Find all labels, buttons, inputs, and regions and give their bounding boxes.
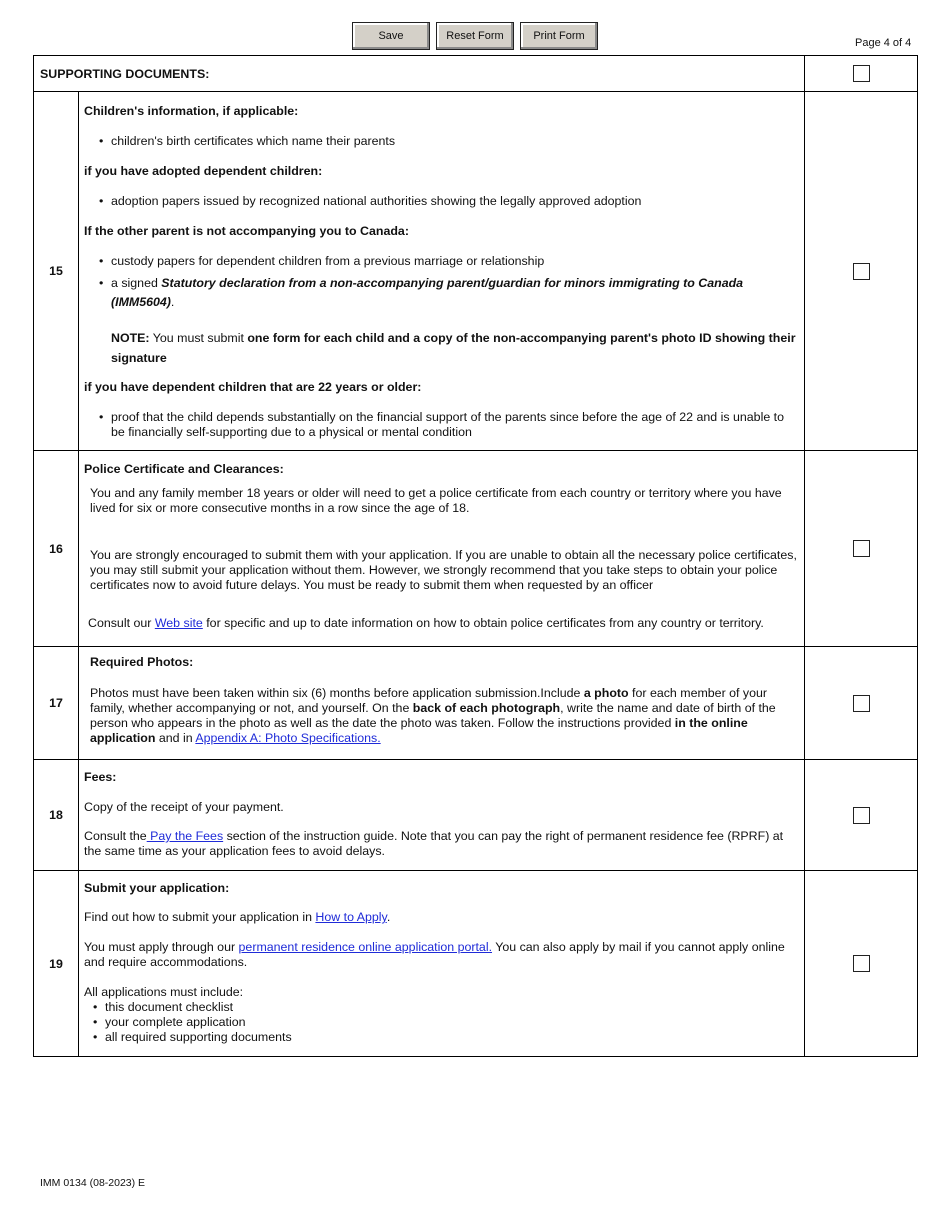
- note: NOTE: You must submit one form for each child and a copy of the non-accompanying parent's photo ID showing their signature: [111, 331, 796, 365]
- section-checkbox[interactable]: [853, 65, 870, 82]
- row-heading: Police Certificate and Clearances:: [84, 462, 284, 476]
- web-site-link[interactable]: Web site: [154, 616, 203, 630]
- print-form-button[interactable]: Print Form: [520, 22, 598, 50]
- consult-text: Consult the Pay the Fees section of the instruction guide. Note that you can pay the right of permanent residence fee (RPRF) at the same time as your application fees to avoid delays.: [84, 829, 784, 858]
- consult-text: Consult our Web site for specific and up to date information on how to obtain police certificates from any country or territory.: [88, 616, 764, 630]
- checkbox-17[interactable]: [853, 695, 870, 712]
- row-number: 16: [34, 451, 79, 647]
- checkbox-16[interactable]: [853, 540, 870, 557]
- include-intro: All applications must include:: [84, 985, 244, 999]
- checklist-row-17: [34, 647, 918, 760]
- checklist-row-15: [34, 92, 918, 451]
- paragraph: Photos must have been taken within six (6) months before application submission.Include a photo for each member of your family, whether accompanying or not, and yourself. On the back of each photograph, write the name and date of birth of the person who appears in the photo as well as the date the photo was taken. Follow the instructions provided in the online application and in Appendix A: Photo Specifications.: [90, 686, 776, 745]
- row-number: 15: [34, 92, 79, 451]
- save-button[interactable]: Save: [352, 22, 430, 50]
- paragraph: Find out how to submit your application in How to Apply.: [84, 910, 391, 924]
- list-item: • a signed Statutory declaration from a non-accompanying parent/guardian for minors immigrating to Canada (IMM5604).: [84, 274, 798, 312]
- how-to-apply-link[interactable]: How to Apply: [315, 910, 387, 924]
- reset-form-button[interactable]: Reset Form: [436, 22, 514, 50]
- subheading: if you have dependent children that are 22 years or older:: [84, 380, 422, 394]
- row-number: 19: [34, 871, 79, 1057]
- photo-specifications-link[interactable]: Appendix A: Photo Specifications.: [195, 731, 381, 745]
- section-header: SUPPORTING DOCUMENTS:: [34, 56, 805, 92]
- list-item: • children's birth certificates which name their parents: [84, 134, 798, 149]
- row-number: 17: [34, 647, 79, 760]
- checklist-row-16: [34, 451, 918, 647]
- row-heading: Required Photos:: [90, 655, 194, 669]
- row-heading: Fees:: [84, 770, 117, 784]
- list-item: • all required supporting documents: [84, 1030, 798, 1045]
- row-heading: Children's information, if applicable:: [84, 104, 299, 118]
- list-item: • proof that the child depends substantially on the financial support of the parents since before the age of 22 and is unable to be financially self-supporting due to a physical or mental condition: [84, 410, 798, 440]
- form-toolbar: [352, 22, 598, 50]
- page-number: Page 4 of 4: [855, 37, 912, 49]
- row-number: 18: [34, 760, 79, 871]
- paragraph: You must apply through our permanent residence online application portal. You can also apply by mail if you cannot apply online and require accommodations.: [84, 940, 785, 969]
- checklist-row-19: [34, 871, 918, 1057]
- supporting-documents-table: [33, 55, 918, 1057]
- checkbox-19[interactable]: [853, 955, 870, 972]
- list-item: • custody papers for dependent children from a previous marriage or relationship: [84, 254, 798, 269]
- checkbox-18[interactable]: [853, 807, 870, 824]
- paragraph: You and any family member 18 years or older will need to get a police certificate from each country or territory where you have lived for six or more consecutive months in a row since the age of 18.: [90, 486, 782, 515]
- subheading: If the other parent is not accompanying you to Canada:: [84, 224, 409, 238]
- list-item: • adoption papers issued by recognized national authorities showing the legally approved adoption: [84, 194, 798, 209]
- checkbox-15[interactable]: [853, 263, 870, 280]
- checklist-row-18: [34, 760, 918, 871]
- paragraph: You are strongly encouraged to submit them with your application. If you are unable to obtain all the necessary police certificates, you may still submit your application without them. However, we strongly recommend that you take steps to obtain your police certificates now to avoid future delays. You must be ready to submit them when requested by an officer: [90, 548, 797, 592]
- row-heading: Submit your application:: [84, 881, 230, 895]
- subheading: if you have adopted dependent children:: [84, 164, 323, 178]
- pay-the-fees-link[interactable]: Pay the Fees: [146, 829, 224, 843]
- form-title: Statutory declaration from a non-accompanying parent/guardian for minors immigrating to Canada (IMM5604): [111, 276, 744, 309]
- form-code: IMM 0134 (08-2023) E: [40, 1177, 146, 1189]
- list-item: • your complete application: [84, 1015, 798, 1030]
- section-header-row: [34, 56, 918, 92]
- online-portal-link[interactable]: permanent residence online application portal.: [238, 940, 493, 954]
- list-item: • this document checklist: [84, 1000, 798, 1015]
- paragraph: Copy of the receipt of your payment.: [84, 800, 284, 814]
